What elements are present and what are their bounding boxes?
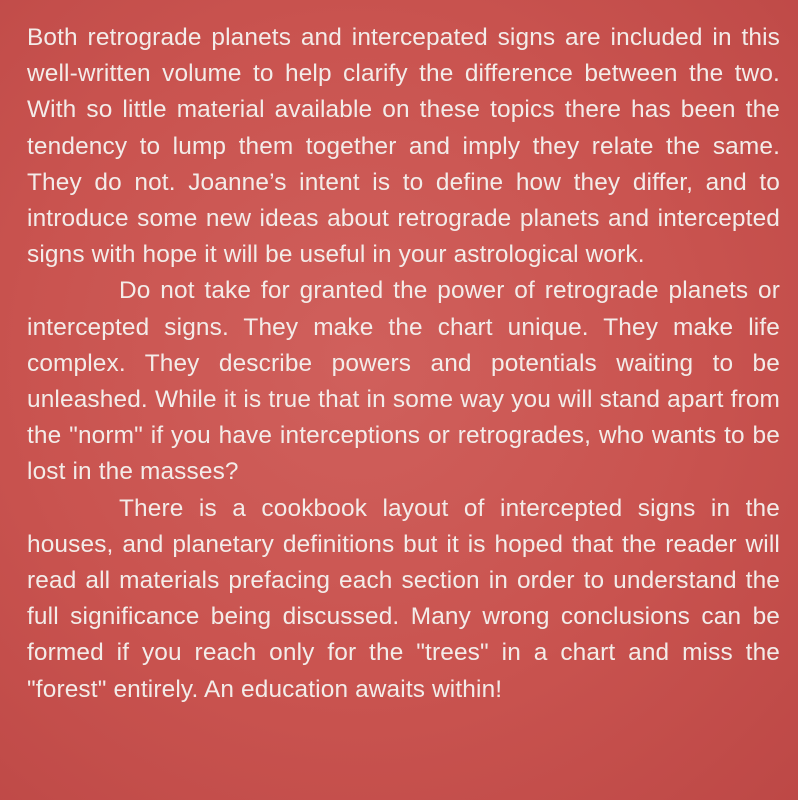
paragraph-intro: Both retrograde planets and intercepated signs are included in this well-written volume to help clarify the difference between the two. With so little material available on these topics there has been the tendency to lump them together and imply they relate the same. They do not. Joanne’s intent is to define how they differ, and to introduce some new ideas about retrograde planets and intercepted signs with hope it will be useful in your astrological work. xyxy=(27,24,780,269)
paragraph-power: Do not take for granted the power of retrograde planets or intercepted signs. They make the chart unique. They make life complex. They describe powers and potentials waiting to be unleashed. While it is true that in some way you will stand apart from the "norm" if you have interceptions or retrogrades, who wants to be lost in the masses? xyxy=(27,277,780,486)
paragraph-cookbook: There is a cookbook layout of intercepted signs in the houses, and planetary definitions but it is hoped that the reader will read all materials prefacing each section in order to understand the full significance being discussed. Many wrong conclusions can be formed if you reach only for the "trees" in a chart and miss the "forest" entirely. An education awaits within! xyxy=(27,494,780,703)
